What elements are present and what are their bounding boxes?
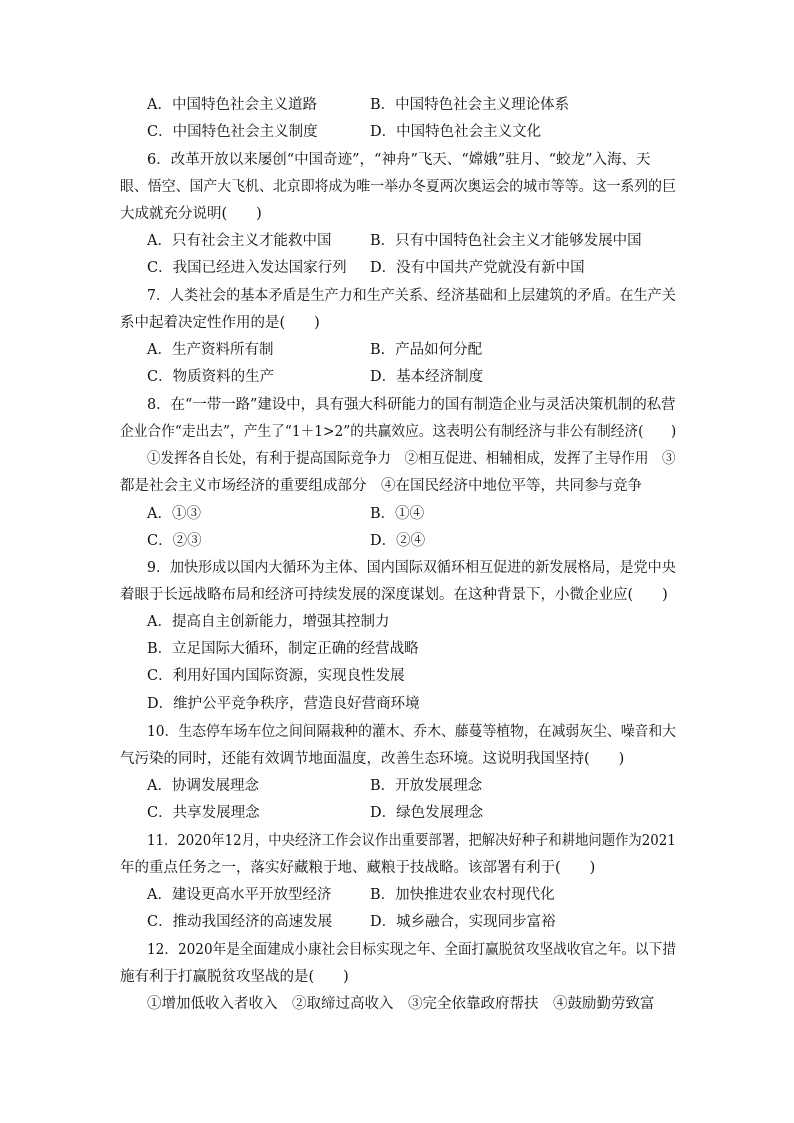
q5-options-row-1 (0, 93, 794, 117)
q7-options-row-2 (0, 365, 794, 389)
q8-option-d: D．②④ (370, 533, 426, 549)
q7-stem-text-1: 7．人类社会的基本矛盾是生产力和生产关系、经济基础和上层建筑的矛盾。在生产关 (147, 288, 676, 304)
q8-stem-line-1 (0, 393, 794, 417)
q6-stem-text-3: 大成就充分说明( ) (120, 206, 262, 222)
q6-option-d: D．没有中国共产党就没有新中国 (370, 260, 585, 276)
q5-option-a: A．中国特色社会主义道路 (147, 97, 317, 113)
q8-option-c: C．②③ (147, 533, 202, 549)
q8-option-a: A．①③ (147, 506, 201, 522)
q10-option-c: C．共享发展理念 (147, 805, 260, 821)
q9-option-c: C．利用好国内国际资源，实现良性发展 (147, 668, 405, 684)
q5-option-b: B．中国特色社会主义理论体系 (370, 97, 570, 113)
q6-option-b: B．只有中国特色社会主义才能够发展中国 (370, 233, 642, 249)
q12-stem-text-1: 12．2020年是全面建成小康社会目标实现之年、全面打赢脱贫攻坚战收官之年。以下措 (147, 942, 676, 958)
q10-options-row-1 (0, 774, 794, 798)
q8-options-row-1 (0, 502, 794, 526)
q9-stem-line-2 (0, 583, 794, 607)
q5-option-c: C．中国特色社会主义制度 (147, 124, 318, 140)
q12-stem-line-2 (0, 965, 794, 989)
q8-statements-text-1: ①发挥各自长处，有利于提高国际竞争力 ②相互促进、相辅相成，发挥了主导作用 ③ (147, 451, 676, 467)
q8-stem-text-1: 8．在“一带一路”建设中，具有强大科研能力的国有制造企业与灵活决策机制的私营 (147, 397, 676, 413)
q9-option-c-row (0, 664, 794, 688)
q6-options-row-1 (0, 229, 794, 253)
q12-stem-text-2: 施有利于打赢脱贫攻坚战的是( ) (120, 969, 349, 985)
q7-option-c: C．物质资料的生产 (147, 369, 275, 385)
q10-option-a: A．协调发展理念 (147, 778, 259, 794)
q11-stem-line-2 (0, 856, 794, 880)
q11-stem-line-1 (0, 829, 794, 853)
q9-option-d: D．维护公平竞争秩序，营造良好营商环境 (147, 696, 420, 712)
q7-option-a: A．生产资料所有制 (147, 342, 274, 358)
q6-options-row-2 (0, 256, 794, 280)
q8-statements-line-2 (0, 474, 794, 498)
q11-option-d: D．城乡融合，实现同步富裕 (370, 914, 556, 930)
q6-option-c: C．我国已经进入发达国家行列 (147, 260, 347, 276)
q7-option-b: B．产品如何分配 (370, 342, 483, 358)
q11-options-row-1 (0, 883, 794, 907)
q10-stem-text-2: 气污染的同时，还能有效调节地面温度，改善生态环境。这说明我国坚持( ) (120, 751, 625, 767)
q6-stem-text-1: 6．改革开放以来屡创“中国奇迹”，“神舟”飞天、“嫦娥”驻月、“蛟龙”入海、天 (147, 152, 651, 168)
q11-stem-text-2: 年的重点任务之一，落实好藏粮于地、藏粮于技战略。该部署有利于( ) (120, 860, 596, 876)
q7-options-row-1 (0, 338, 794, 362)
q10-stem-text-1: 10．生态停车场车位之间间隔栽种的灌木、乔木、藤蔓等植物，在减弱灰尘、噪音和大 (147, 724, 676, 740)
q8-options-row-2 (0, 529, 794, 553)
q10-option-b: B．开放发展理念 (370, 778, 483, 794)
q7-stem-line-2 (0, 311, 794, 335)
q9-option-b: B．立足国际大循环，制定正确的经营战略 (147, 641, 419, 657)
q10-option-d: D．绿色发展理念 (370, 805, 484, 821)
q7-stem-text-2: 系中起着决定性作用的是( ) (120, 315, 320, 331)
q9-stem-text-2: 着眼于长远战略布局和经济可持续发展的深度谋划。在这种背景下，小微企业应( ) (120, 587, 668, 603)
q12-statements-text-1: ①增加低收入者收入 ②取缔过高收入 ③完全依靠政府帮扶 ④鼓励勤劳致富 (147, 996, 655, 1012)
q5-option-d: D．中国特色社会主义文化 (370, 124, 542, 140)
q7-option-d: D．基本经济制度 (370, 369, 484, 385)
q12-statements-line-1 (0, 992, 794, 1016)
q6-stem-line-3 (0, 202, 794, 226)
q12-stem-line-1 (0, 938, 794, 962)
q10-stem-line-2 (0, 747, 794, 771)
q6-stem-text-2: 眼、悟空、国产大飞机、北京即将成为唯一举办冬夏两次奥运会的城市等等。这一系列的巨 (120, 179, 676, 195)
q8-stem-line-2 (0, 420, 794, 444)
q11-option-a: A．建设更高水平开放型经济 (147, 887, 332, 903)
q8-option-b: B．①④ (370, 506, 425, 522)
q10-stem-line-1 (0, 720, 794, 744)
q9-stem-line-1 (0, 556, 794, 580)
q8-statements-line-1 (0, 447, 794, 471)
q11-stem-text-1: 11．2020年12月，中央经济工作会议作出重要部署，把解决好种子和耕地问题作为2021 (147, 833, 676, 849)
q11-option-b: B．加快推进农业农村现代化 (370, 887, 555, 903)
q6-stem-line-1 (0, 148, 794, 172)
q11-option-c: C．推动我国经济的高速发展 (147, 914, 333, 930)
q5-options-row-2 (0, 120, 794, 144)
q9-option-a-row (0, 610, 794, 634)
q7-stem-line-1 (0, 284, 794, 308)
q9-option-b-row (0, 637, 794, 661)
q8-stem-text-2: 企业合作“走出去”，产生了“1＋1>2”的共赢效应。这表明公有制经济与非公有制经济( ) (120, 424, 677, 440)
q6-option-a: A．只有社会主义才能救中国 (147, 233, 332, 249)
q6-stem-line-2 (0, 175, 794, 199)
q11-options-row-2 (0, 910, 794, 934)
q9-option-a: A．提高自主创新能力，增强其控制力 (147, 614, 390, 630)
q8-statements-text-2: 都是社会主义市场经济的重要组成部分 ④在国民经济中地位平等，共同参与竞争 (120, 478, 642, 494)
q9-option-d-row (0, 692, 794, 716)
q9-stem-text-1: 9．加快形成以国内大循环为主体、国内国际双循环相互促进的新发展格局，是党中央 (147, 560, 676, 576)
q10-options-row-2 (0, 801, 794, 825)
